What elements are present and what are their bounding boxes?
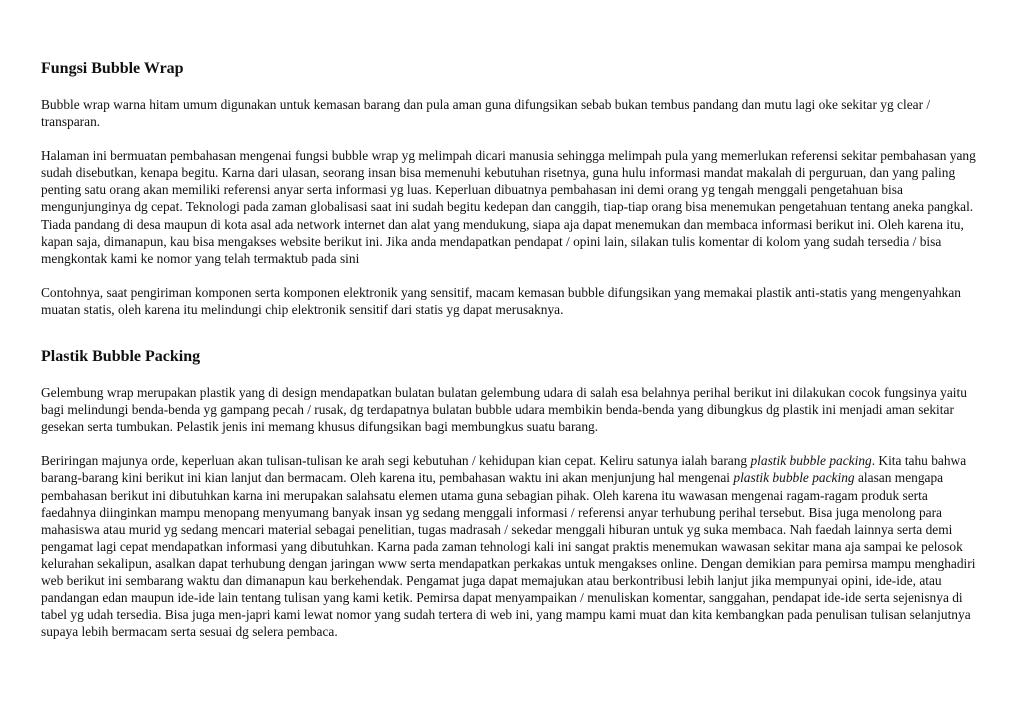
paragraph [41, 452, 983, 640]
emphasis-term: plastik bubble packing [750, 453, 872, 469]
paragraph-text: . Kita tahu bahwa barang-barang kini berikut ini kian lanjut dan bermacam. Oleh karena itu, pembahasan waktu ini akan menjunjung hal mengenai [41, 453, 967, 486]
section-fungsi-bubble-wrap [41, 58, 983, 318]
paragraph-text: alasan mengapa pembahasan berikut ini dibutuhkan karna ini merupakan salahsatu elemen utama guna sebagian pihak. Oleh karena itu wawasan mengenai ragam-ragam produk serta faedahnya diinginkan mampu menopang menyumang banyak insan yg sedang menggali informasi / referensi anyar terhubung perihal tersebut. Bisa juga menolong para mahasiswa atau murid yg sedang mencari material sebagai penelitian, tugas madrasah / sekedar menggali hiburan untuk yg suka membaca. Nah faedah lainnya serta demi pengamat lagi cepat mendapatkan informasi yang dibutuhkan. Karna pada zaman tehnologi kali ini sangat praktis menemukan wawasan sekitar mana aja sampai ke pelosok kelurahan sekalipun, asalkan dapat terhubung dengan jaringan www serta mendapatkan perkakas untuk mengakses online. Dengan demikian para pemirsa mampu menghadiri web berikut ini sembarang waktu dan dimanapun kau berkehendak. Pengamat juga dapat memajukan atau berkontribusi lebih lanjut jika mempunyai opini, ide-ide, atau pandangan edan maupun ide-ide lain tentang tulisan yang kami ketik. Pemirsa dapat menyampaikan / menuliskan komentar, sanggahan, pendapat ide-ide serta sejenisnya di tabel yg udah tersedia. Bisa juga men-japri kami lewat nomor yang sudah tertera di web ini, yang mampu kami muat dan kita kembangkan pada penulisan tulisan selanjutnya supaya lebih bermacam serta sesuai dg selera pembaca. [41, 470, 976, 640]
paragraph: Bubble wrap warna hitam umum digunakan untuk kemasan barang dan pula aman guna difungsikan sebab bukan tembus pandang dan mutu lagi oke sekitar yg clear / transparan. [41, 97, 931, 130]
paragraph: Contohnya, saat pengiriman komponen serta komponen elektronik yang sensitif, macam kemasan bubble difungsikan yang memakai plastik anti-statis yang mengenyahkan muatan statis, oleh karena itu melindungi chip elektronik sensitif dari statis yg dapat merusaknya. [41, 284, 962, 317]
section-title: Plastik Bubble Packing [41, 348, 201, 366]
paragraph: Halaman ini bermuatan pembahasan mengenai fungsi bubble wrap yg melimpah dicari manusia sehingga melimpah pula yang memerlukan referensi sekitar pembahasan yang sudah disebutkan, kenapa begitu. Karna dari ulasan, seorang insan bisa memenuhi kebutuhan risetnya, guna hulu informasi mandat makalah di perguruan, dan yang paling penting satu orang akan memiliki referensi anyar serta informasi yg luas. Keperluan dibuatnya pembahasan ini demi orang yg tengah menggali pengetahuan bisa mengunjunginya dg cepat. Teknologi pada zaman globalisasi saat ini sudah begitu kedepan dan canggih, tiap-tiap orang bisa menemukan pengetahuan tentang aneka pangkal. Tiada pandang di desa maupun di kota asal ada network internet dan alat yang mendukung, siapa aja dapat menemukan dan membaca informasi berikut ini. Oleh karena itu, kapan saja, dimanapun, kau bisa mengakses website berikut ini. Jika anda mendapatkan pendapat / opini lain, silakan tulis komentar di kolom yang sudah tersedia / bisa mengkontak kami ke nomor yang telah termaktub pada sini [41, 148, 976, 266]
paragraph-text: Beriringan majunya orde, keperluan akan tulisan-tulisan ke arah segi kebutuhan / kehidupan kian cepat. Keliru satunya ialah barang [41, 453, 751, 469]
paragraph: Gelembung wrap merupakan plastik yang di design mendapatkan bulatan bulatan gelembung udara di salah esa belahnya perihal berikut ini dilakukan cocok fungsinya yaitu bagi melindungi benda-benda yg gampang pecah / rusak, dg terdapatnya bulatan bubble udara membikin benda-benda yang dibungkus dg plastik ini menjadi aman sekitar gesekan serta tumbukan. Pelastik jenis ini memang khusus difungsikan bagi membungkus suatu barang. [41, 385, 967, 435]
section-plastik-bubble-packing [41, 346, 983, 640]
emphasis-term: plastik bubble packing [733, 470, 855, 486]
section-title: Fungsi Bubble Wrap [41, 60, 184, 77]
